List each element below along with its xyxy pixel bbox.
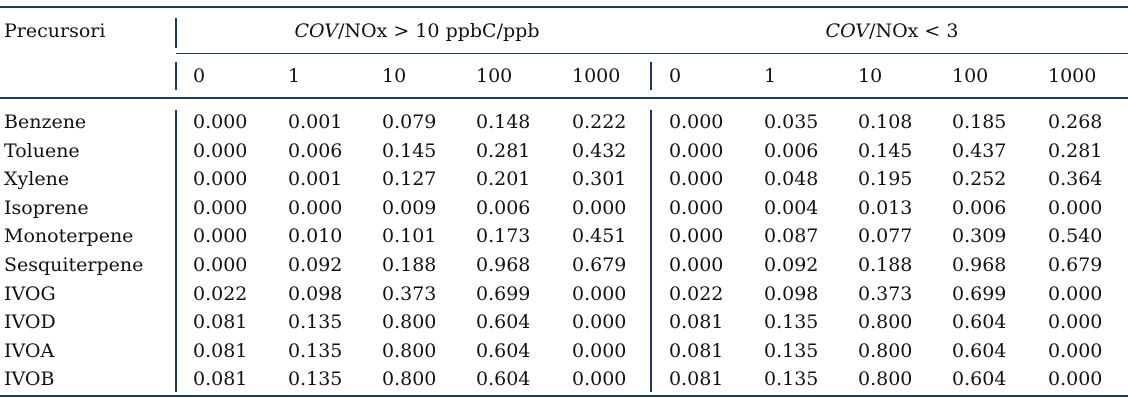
table-cell: 0.000 bbox=[1048, 283, 1103, 305]
table-cell: 0.000 bbox=[1048, 197, 1103, 219]
table-cell: 0.000 bbox=[669, 197, 724, 219]
table-cell: 0.135 bbox=[764, 311, 819, 333]
column-header: 1000 bbox=[572, 65, 621, 87]
table-cell: 0.000 bbox=[572, 368, 627, 390]
table-cell: 0.135 bbox=[288, 311, 343, 333]
table-cell: 0.101 bbox=[382, 225, 437, 247]
group-header-low-ratio bbox=[660, 22, 1124, 41]
table-cell: 0.800 bbox=[382, 368, 437, 390]
bottom-rule bbox=[0, 395, 1128, 397]
table-cell: 0.268 bbox=[1048, 111, 1103, 133]
vertical-rule-left-sub bbox=[175, 62, 177, 90]
table-cell: 0.087 bbox=[764, 225, 819, 247]
table-cell: 0.301 bbox=[572, 168, 627, 190]
table-cell: 0.604 bbox=[476, 311, 531, 333]
table-cell: 0.081 bbox=[193, 340, 248, 362]
table-cell: 0.006 bbox=[288, 140, 343, 162]
table-cell: 0.079 bbox=[382, 111, 437, 133]
table-cell: 0.127 bbox=[382, 168, 437, 190]
table-cell: 0.000 bbox=[1048, 311, 1103, 333]
group-header-rest: /NOx > 10 ppbC/ppb bbox=[338, 20, 540, 42]
table-cell: 0.604 bbox=[476, 368, 531, 390]
table-cell: 0.699 bbox=[476, 283, 531, 305]
table-cell: 0.022 bbox=[669, 283, 724, 305]
vertical-rule-left-header bbox=[175, 18, 177, 48]
table-cell: 0.373 bbox=[382, 283, 437, 305]
table-cell: 0.135 bbox=[288, 340, 343, 362]
corner-header: Precursori bbox=[4, 20, 106, 42]
table-cell: 0.188 bbox=[858, 254, 913, 276]
table-cell: 0.081 bbox=[193, 368, 248, 390]
table-cell: 0.800 bbox=[382, 340, 437, 362]
table-cell: 0.968 bbox=[952, 254, 1007, 276]
table-cell: 0.000 bbox=[193, 254, 248, 276]
table-cell: 0.000 bbox=[193, 197, 248, 219]
table-cell: 0.000 bbox=[572, 283, 627, 305]
table-cell: 0.001 bbox=[288, 168, 343, 190]
table-cell: 0.092 bbox=[288, 254, 343, 276]
row-label: Benzene bbox=[4, 111, 87, 133]
table-cell: 0.000 bbox=[669, 111, 724, 133]
group-header-italic: COV bbox=[294, 20, 339, 42]
table-cell: 0.451 bbox=[572, 225, 627, 247]
table-cell: 0.364 bbox=[1048, 168, 1103, 190]
table-cell: 0.013 bbox=[858, 197, 913, 219]
table-cell: 0.000 bbox=[572, 197, 627, 219]
table-cell: 0.968 bbox=[476, 254, 531, 276]
table-cell: 0.022 bbox=[193, 283, 248, 305]
table-cell: 0.800 bbox=[858, 368, 913, 390]
table-cell: 0.098 bbox=[288, 283, 343, 305]
group-header-rest: /NOx < 3 bbox=[869, 20, 959, 42]
table-cell: 0.604 bbox=[952, 340, 1007, 362]
vertical-rule-left-body bbox=[175, 110, 177, 392]
table-cell: 0.000 bbox=[193, 168, 248, 190]
table-cell: 0.000 bbox=[1048, 340, 1103, 362]
table-cell: 0.309 bbox=[952, 225, 1007, 247]
table-cell: 0.699 bbox=[952, 283, 1007, 305]
table-cell: 0.010 bbox=[288, 225, 343, 247]
header-rule bbox=[0, 97, 1128, 99]
column-header: 1 bbox=[764, 65, 777, 87]
table-cell: 0.000 bbox=[572, 311, 627, 333]
table-cell: 0.000 bbox=[193, 140, 248, 162]
table-cell: 0.222 bbox=[572, 111, 627, 133]
row-label: Sesquiterpene bbox=[4, 254, 144, 276]
column-header: 100 bbox=[476, 65, 513, 87]
table-cell: 0.000 bbox=[288, 197, 343, 219]
table-cell: 0.432 bbox=[572, 140, 627, 162]
table-cell: 0.001 bbox=[288, 111, 343, 133]
group-header-high-ratio bbox=[182, 22, 652, 41]
column-header: 10 bbox=[858, 65, 883, 87]
table-cell: 0.081 bbox=[669, 368, 724, 390]
table-cell: 0.800 bbox=[858, 311, 913, 333]
table-cell: 0.092 bbox=[764, 254, 819, 276]
table-cell: 0.081 bbox=[669, 340, 724, 362]
column-header: 1 bbox=[288, 65, 301, 87]
column-header: 10 bbox=[382, 65, 407, 87]
column-header: 0 bbox=[669, 65, 682, 87]
table-cell: 0.201 bbox=[476, 168, 531, 190]
table-cell: 0.000 bbox=[193, 225, 248, 247]
table-cell: 0.281 bbox=[476, 140, 531, 162]
table-cell: 0.135 bbox=[288, 368, 343, 390]
table-cell: 0.077 bbox=[858, 225, 913, 247]
table-cell: 0.000 bbox=[572, 340, 627, 362]
table-cell: 0.000 bbox=[669, 254, 724, 276]
row-label: Toluene bbox=[4, 140, 80, 162]
group-header-rule bbox=[176, 53, 1128, 54]
table-cell: 0.679 bbox=[1048, 254, 1103, 276]
table-cell: 0.185 bbox=[952, 111, 1007, 133]
group-header-italic: COV bbox=[825, 20, 870, 42]
row-label: Xylene bbox=[4, 168, 70, 190]
table-cell: 0.009 bbox=[382, 197, 437, 219]
row-label: IVOA bbox=[4, 340, 55, 362]
vertical-rule-mid-body bbox=[650, 110, 652, 392]
table-cell: 0.006 bbox=[476, 197, 531, 219]
table-cell: 0.800 bbox=[858, 340, 913, 362]
table-cell: 0.006 bbox=[952, 197, 1007, 219]
table-cell: 0.604 bbox=[476, 340, 531, 362]
table-cell: 0.437 bbox=[952, 140, 1007, 162]
row-label: Monoterpene bbox=[4, 225, 134, 247]
table-cell: 0.135 bbox=[764, 340, 819, 362]
table-cell: 0.000 bbox=[669, 140, 724, 162]
top-rule bbox=[0, 6, 1128, 8]
vertical-rule-mid-sub bbox=[650, 62, 652, 90]
table-cell: 0.004 bbox=[764, 197, 819, 219]
table-cell: 0.679 bbox=[572, 254, 627, 276]
table-cell: 0.000 bbox=[1048, 368, 1103, 390]
table-cell: 0.604 bbox=[952, 368, 1007, 390]
row-label: Isoprene bbox=[4, 197, 89, 219]
table-cell: 0.000 bbox=[669, 168, 724, 190]
column-header: 1000 bbox=[1048, 65, 1097, 87]
table-cell: 0.148 bbox=[476, 111, 531, 133]
table-cell: 0.081 bbox=[193, 311, 248, 333]
table-cell: 0.173 bbox=[476, 225, 531, 247]
table-cell: 0.000 bbox=[669, 225, 724, 247]
table-cell: 0.800 bbox=[382, 311, 437, 333]
table-cell: 0.281 bbox=[1048, 140, 1103, 162]
table-cell: 0.145 bbox=[858, 140, 913, 162]
table-cell: 0.035 bbox=[764, 111, 819, 133]
column-header: 0 bbox=[193, 65, 206, 87]
table-cell: 0.252 bbox=[952, 168, 1007, 190]
table-cell: 0.048 bbox=[764, 168, 819, 190]
table-cell: 0.006 bbox=[764, 140, 819, 162]
row-label: IVOG bbox=[4, 283, 56, 305]
table-cell: 0.540 bbox=[1048, 225, 1103, 247]
table-cell: 0.145 bbox=[382, 140, 437, 162]
table-cell: 0.195 bbox=[858, 168, 913, 190]
table-cell: 0.098 bbox=[764, 283, 819, 305]
table-cell: 0.135 bbox=[764, 368, 819, 390]
row-label: IVOB bbox=[4, 368, 55, 390]
table-cell: 0.604 bbox=[952, 311, 1007, 333]
table-cell: 0.108 bbox=[858, 111, 913, 133]
table-cell: 0.000 bbox=[193, 111, 248, 133]
table-cell: 0.081 bbox=[669, 311, 724, 333]
row-label: IVOD bbox=[4, 311, 56, 333]
column-header: 100 bbox=[952, 65, 989, 87]
table-cell: 0.373 bbox=[858, 283, 913, 305]
table-cell: 0.188 bbox=[382, 254, 437, 276]
